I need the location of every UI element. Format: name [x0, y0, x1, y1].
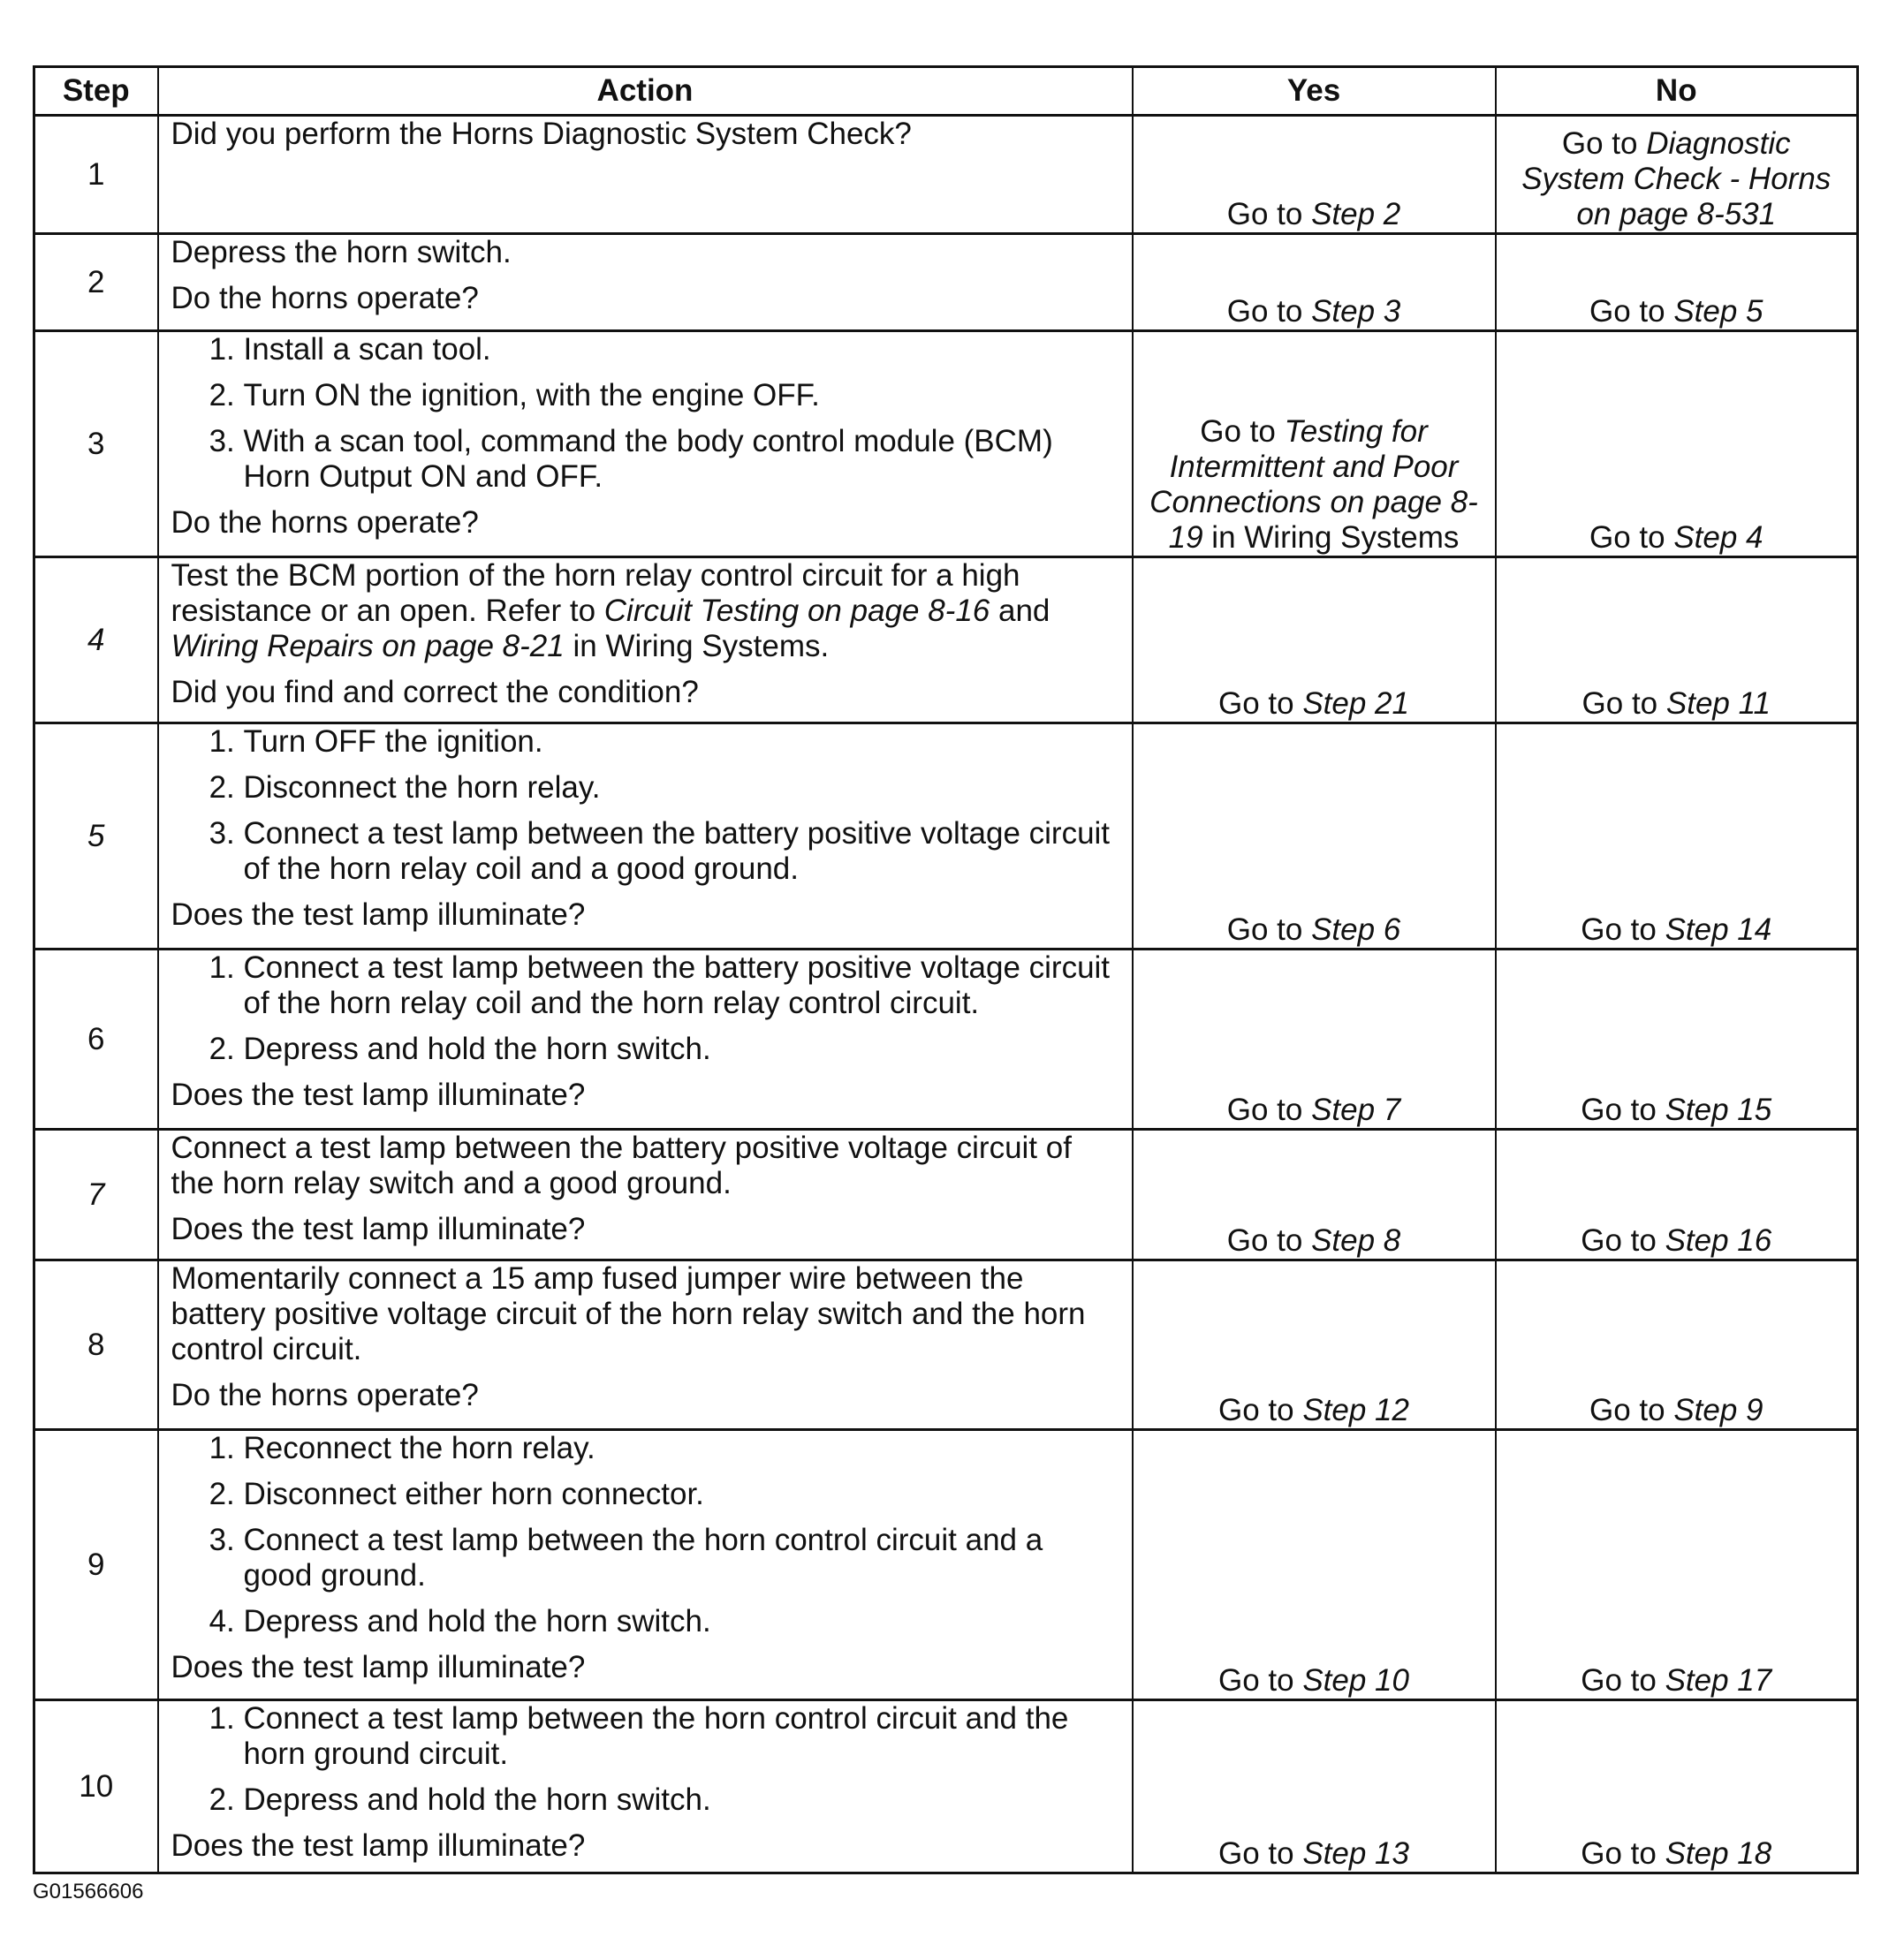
action-substep: 2. Turn ON the ignition, with the engine OFF. — [244, 378, 1119, 413]
action-substep: 3. Connect a test lamp between the battery positive voltage circuit of the horn relay coil and a good ground. — [244, 816, 1119, 887]
goto-text: Go to — [1218, 686, 1303, 721]
action-cell — [158, 1260, 1133, 1430]
action-paragraph: Momentarily connect a 15 amp fused jumper wire between the battery positive voltage circuit of the horn relay switch and the horn control circuit. — [171, 1261, 1086, 1366]
goto-text: Go to — [1581, 1663, 1665, 1698]
action-substep: 3. With a scan tool, command the body control module (BCM) Horn Output ON and OFF. — [244, 424, 1119, 495]
table-row — [34, 1130, 1858, 1260]
goto-text: Test the BCM portion of the horn relay control circuit for a high resistance or an open. Refer to — [171, 558, 1020, 628]
reference-link-text: Step 14 — [1665, 912, 1772, 947]
action-substeps — [171, 1431, 1119, 1639]
goto-text: Go to — [1226, 1223, 1312, 1258]
reference-link-text: Step 18 — [1665, 1836, 1772, 1871]
action-cell — [158, 1700, 1133, 1873]
step-number: 9 — [34, 1430, 158, 1700]
table-row — [34, 950, 1858, 1130]
no-result — [1496, 557, 1858, 723]
reference-link-text: Step 12 — [1302, 1393, 1409, 1427]
reference-link-text: Step 7 — [1311, 1093, 1401, 1127]
action-substep: 1. Reconnect the horn relay. — [244, 1431, 1119, 1466]
goto-text: Go to — [1226, 197, 1312, 231]
no-result — [1496, 950, 1858, 1130]
reference-link-text: Step 2 — [1311, 197, 1401, 231]
action-cell — [158, 116, 1133, 234]
goto-text: Go to — [1581, 912, 1665, 947]
goto-text: Go to — [1218, 1393, 1303, 1427]
table-row — [34, 234, 1858, 331]
yes-result — [1133, 950, 1496, 1130]
header-action: Action — [158, 67, 1133, 116]
action-question: Do the horns operate? — [171, 281, 479, 315]
goto-text: Go to — [1561, 126, 1647, 161]
action-question: Do the horns operate? — [171, 1378, 479, 1412]
goto-text: Go to — [1218, 1836, 1303, 1871]
action-cell — [158, 1430, 1133, 1700]
reference-link-text: Step 9 — [1673, 1393, 1763, 1427]
table-row — [34, 1700, 1858, 1873]
action-question: Did you find and correct the condition? — [171, 675, 699, 709]
action-substep: 1. Connect a test lamp between the horn control circuit and the horn ground circuit. — [244, 1701, 1119, 1772]
step-number: 8 — [34, 1260, 158, 1430]
step-number: 7 — [34, 1130, 158, 1260]
header-no: No — [1496, 67, 1858, 116]
table-body — [34, 116, 1858, 1873]
step-number: 3 — [34, 331, 158, 557]
action-paragraph: Did you perform the Horns Diagnostic System Check? — [171, 117, 912, 151]
yes-result — [1133, 116, 1496, 234]
goto-text: Go to — [1226, 1093, 1312, 1127]
table-row — [34, 723, 1858, 950]
reference-link-text: Step 11 — [1665, 686, 1771, 721]
action-question: Does the test lamp illuminate? — [171, 897, 586, 932]
step-number: 6 — [34, 950, 158, 1130]
yes-result — [1133, 1430, 1496, 1700]
action-paragraph: Connect a test lamp between the battery positive voltage circuit of the horn relay switch and a good ground. — [171, 1131, 1072, 1200]
reference-link-text: Diagnostic System Check - Horns on page 8-531 — [1521, 126, 1832, 231]
goto-text: Go to — [1589, 294, 1674, 329]
goto-text: Go to — [1200, 414, 1285, 449]
reference-link-text: Step 17 — [1665, 1663, 1772, 1698]
reference-link-text: Wiring Repairs on page 8-21 — [171, 629, 565, 663]
goto-text: in Wiring Systems — [1202, 520, 1460, 555]
yes-result — [1133, 234, 1496, 331]
action-question: Does the test lamp illuminate? — [171, 1828, 586, 1863]
table-row — [34, 1260, 1858, 1430]
figure-id: G01566606 — [33, 1880, 144, 1903]
action-question: Does the test lamp illuminate? — [171, 1650, 586, 1684]
action-question: Does the test lamp illuminate? — [171, 1078, 586, 1112]
goto-text: Go to — [1581, 1223, 1665, 1258]
goto-text: Go to — [1589, 520, 1674, 555]
reference-link-text: Step 10 — [1302, 1663, 1409, 1698]
action-cell — [158, 723, 1133, 950]
header-yes: Yes — [1133, 67, 1496, 116]
action-paragraph: Depress the horn switch. — [171, 235, 512, 269]
reference-link-text: Step 6 — [1311, 912, 1401, 947]
action-substeps — [171, 950, 1119, 1067]
table-header-row — [34, 67, 1858, 116]
action-substeps — [171, 332, 1119, 495]
table-row — [34, 1430, 1858, 1700]
table-row — [34, 331, 1858, 557]
goto-text: Go to — [1218, 1663, 1303, 1698]
reference-link-text: Step 8 — [1311, 1223, 1401, 1258]
reference-link-text: Step 21 — [1302, 686, 1409, 721]
action-substeps — [171, 1701, 1119, 1818]
table-row — [34, 557, 1858, 723]
yes-result — [1133, 723, 1496, 950]
action-paragraph — [171, 558, 1119, 664]
action-substep: 2. Depress and hold the horn switch. — [244, 1782, 1119, 1818]
action-cell — [158, 1130, 1133, 1260]
action-substep: 2. Disconnect either horn connector. — [244, 1477, 1119, 1512]
goto-text: Go to — [1226, 294, 1312, 329]
reference-link-text: Step 5 — [1673, 294, 1763, 329]
yes-result — [1133, 557, 1496, 723]
goto-text: in Wiring Systems. — [564, 629, 830, 663]
reference-link-text: Step 16 — [1665, 1223, 1772, 1258]
action-substep: 3. Connect a test lamp between the horn control circuit and a good ground. — [244, 1523, 1119, 1593]
goto-text: Go to — [1581, 1836, 1665, 1871]
goto-text: and — [990, 594, 1050, 628]
goto-text: Go to — [1226, 912, 1312, 947]
action-substeps — [171, 724, 1119, 887]
no-result — [1496, 234, 1858, 331]
action-substep: 2. Depress and hold the horn switch. — [244, 1032, 1119, 1067]
action-cell — [158, 950, 1133, 1130]
action-question: Does the test lamp illuminate? — [171, 1212, 586, 1246]
action-cell — [158, 331, 1133, 557]
no-result — [1496, 116, 1858, 234]
action-substep: 4. Depress and hold the horn switch. — [244, 1604, 1119, 1639]
step-number: 2 — [34, 234, 158, 331]
table-row — [34, 116, 1858, 234]
goto-text: Go to — [1581, 1093, 1665, 1127]
goto-text: Go to — [1589, 1393, 1674, 1427]
no-result — [1496, 331, 1858, 557]
action-substep: 1. Turn OFF the ignition. — [244, 724, 1119, 760]
reference-link-text: Step 4 — [1673, 520, 1763, 555]
yes-result — [1133, 331, 1496, 557]
action-cell — [158, 557, 1133, 723]
reference-link-text: Testing for Intermittent and Poor Connections on page 8-19 — [1149, 414, 1478, 555]
yes-result — [1133, 1260, 1496, 1430]
no-result — [1496, 1430, 1858, 1700]
action-substep: 2. Disconnect the horn relay. — [244, 770, 1119, 806]
no-result — [1496, 1260, 1858, 1430]
no-result — [1496, 1130, 1858, 1260]
step-number: 10 — [34, 1700, 158, 1873]
goto-text: Go to — [1581, 686, 1666, 721]
yes-result — [1133, 1700, 1496, 1873]
step-number: 4 — [34, 557, 158, 723]
no-result — [1496, 1700, 1858, 1873]
reference-link-text: Step 3 — [1311, 294, 1401, 329]
reference-link-text: Step 13 — [1302, 1836, 1409, 1871]
no-result — [1496, 723, 1858, 950]
action-substep: 1. Connect a test lamp between the battery positive voltage circuit of the horn relay coil and the horn relay control circuit. — [244, 950, 1119, 1021]
header-step: Step — [34, 67, 158, 116]
action-substep: 1. Install a scan tool. — [244, 332, 1119, 367]
yes-result — [1133, 1130, 1496, 1260]
action-cell — [158, 234, 1133, 331]
step-number: 5 — [34, 723, 158, 950]
reference-link-text: Circuit Testing on page 8-16 — [603, 594, 990, 628]
action-question: Do the horns operate? — [171, 505, 479, 540]
diagnostic-table — [33, 65, 1859, 1874]
step-number: 1 — [34, 116, 158, 234]
reference-link-text: Step 15 — [1665, 1093, 1772, 1127]
